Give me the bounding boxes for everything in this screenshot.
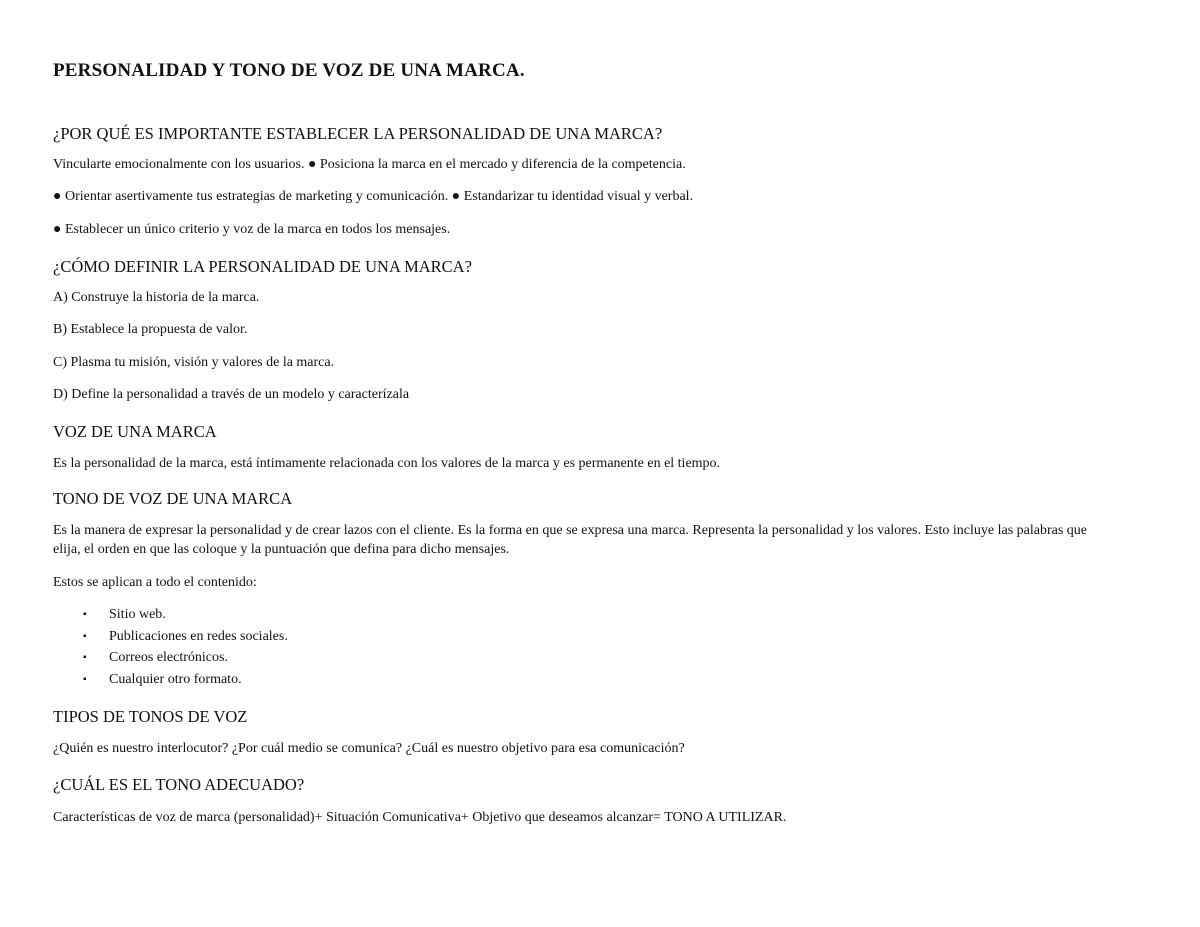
- list-item: [53, 604, 288, 626]
- document-title: PERSONALIDAD Y TONO DE VOZ DE UNA MARCA.: [53, 60, 525, 81]
- voice-text: Es la personalidad de la marca, está íntimamente relacionada con los valores de la marca y es permanente en el tiempo.: [53, 456, 721, 471]
- list-item: [53, 647, 288, 669]
- list-item-label: Publicaciones en redes sociales.: [109, 628, 288, 644]
- heading-importance: ¿POR QUÉ ES IMPORTANTE ESTABLECER LA PERSONALIDAD DE UNA MARCA?: [53, 124, 663, 143]
- heading-define: ¿CÓMO DEFINIR LA PERSONALIDAD DE UNA MARCA?: [53, 257, 472, 276]
- define-step-a: A) Construye la historia de la marca.: [53, 290, 260, 305]
- tone-intro: Estos se aplican a todo el contenido:: [53, 575, 257, 590]
- square-bullet-icon: ▪: [83, 652, 87, 663]
- list-item-label: Cualquier otro formato.: [109, 671, 242, 687]
- heading-adequate: ¿CUÁL ES EL TONO ADECUADO?: [53, 775, 305, 794]
- list-item: [53, 669, 288, 691]
- list-item-label: Sitio web.: [109, 607, 166, 622]
- list-item: [53, 626, 288, 648]
- tone-text: Es la manera de expresar la personalidad y de crear lazos con el cliente. Es la forma en que se expresa una marca. Representa la personalidad y los valores. Esto incluye las palabras que elija, el orden en que las coloque y la puntuación que defina para dicho mensajes.: [53, 523, 1088, 557]
- define-step-b: B) Establece la propuesta de valor.: [53, 322, 248, 337]
- define-step-d: D) Define la personalidad a través de un modelo y caracterízala: [53, 387, 410, 402]
- importance-line-2: ● Orientar asertivamente tus estrategias de marketing y comunicación. ● Estandarizar tu identidad visual y verbal.: [53, 189, 694, 204]
- importance-line-1: Vincularte emocionalmente con los usuarios. ● Posiciona la marca en el mercado y diferencia de la competencia.: [53, 157, 686, 172]
- heading-types: TIPOS DE TONOS DE VOZ: [53, 707, 248, 726]
- square-bullet-icon: ▪: [83, 673, 87, 685]
- list-item-label: Correos electrónicos.: [109, 650, 228, 665]
- heading-voice: VOZ DE UNA MARCA: [53, 422, 217, 441]
- heading-tone: TONO DE VOZ DE UNA MARCA: [53, 489, 293, 508]
- importance-line-3: ● Establecer un único criterio y voz de la marca en todos los mensajes.: [53, 222, 451, 237]
- adequate-text: Características de voz de marca (personalidad)+ Situación Comunicativa+ Objetivo que deseamos alcanzar= TONO A UTILIZAR.: [53, 810, 787, 825]
- types-text: ¿Quién es nuestro interlocutor? ¿Por cuál medio se comunica? ¿Cuál es nuestro objetivo para esa comunicación?: [53, 741, 685, 756]
- square-bullet-icon: ▪: [83, 609, 87, 620]
- square-bullet-icon: ▪: [83, 630, 87, 642]
- define-step-c: C) Plasma tu misión, visión y valores de la marca.: [53, 355, 335, 370]
- content-channel-list: [53, 604, 288, 690]
